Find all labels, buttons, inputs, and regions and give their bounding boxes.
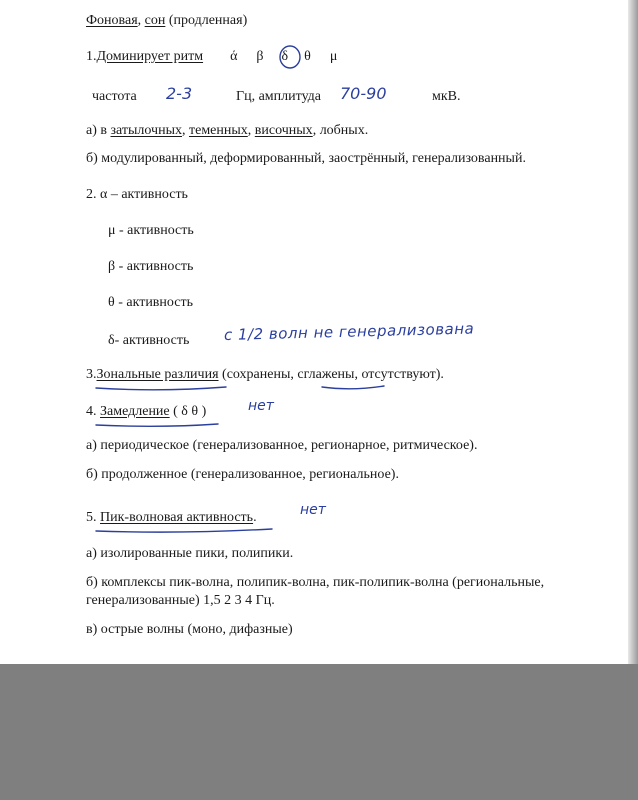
section-5-a: а) изолированные пики, полипики.: [86, 546, 294, 561]
slowing-underline-mark: [96, 424, 218, 426]
location-frontal: лобных.: [319, 123, 369, 138]
frequency-unit: Гц, амплитуда: [236, 89, 322, 104]
section-5-title: Пик-волновая активность: [100, 510, 254, 525]
section-2-mu: μ - активность: [108, 223, 194, 238]
section-2-delta: δ- активность: [108, 333, 190, 348]
section-4-heading: 4. Замедление ( δ θ ): [86, 404, 207, 419]
page-edge-shadow: [628, 0, 638, 664]
spike-wave-note: нет: [300, 502, 326, 518]
delta-handwritten-note: с 1/2 волн не генерализована: [223, 319, 475, 344]
section-4-a: а) периодическое (генерализованное, регионарное, ритмическое).: [86, 438, 478, 453]
amplitude-unit: мкВ.: [432, 89, 461, 104]
smoothed-underline-mark: [322, 386, 384, 389]
section-5-heading: 5. Пик-волновая активность.: [86, 510, 257, 525]
spike-underline-mark: [96, 529, 272, 532]
delta-circle-mark: [280, 46, 300, 68]
form-header: Фоновая, сон (продленная): [86, 13, 248, 28]
section-2-beta: β - активность: [108, 259, 194, 274]
section-4-b: б) продолженное (генерализованное, региональное).: [86, 467, 399, 482]
option-smoothed: сглажены: [297, 367, 355, 382]
section-2-alpha: 2. α – активность: [86, 187, 188, 202]
frequency-label: частота: [92, 89, 137, 104]
header-sleep: сон: [144, 13, 166, 28]
location-parietal: теменных: [188, 123, 248, 138]
rhythm-delta-circled: δ: [281, 49, 289, 64]
header-background: Фоновая: [86, 13, 138, 28]
section-3-heading: 3.Зональные различия (сохранены, сглажены, отсутствуют).: [86, 367, 444, 382]
location-occipital: затылочных: [110, 123, 182, 138]
location-temporal: височных: [254, 123, 313, 138]
rhythm-mu: μ: [329, 49, 338, 64]
section-2-theta: θ - активность: [108, 295, 193, 310]
section-5-c: в) острые волны (моно, дифазные): [86, 622, 293, 637]
section-5-b1: б) комплексы пик-волна, полипик-волна, пик-полипик-волна (региональные,: [86, 575, 545, 590]
rhythm-theta: θ: [304, 49, 311, 64]
rhythm-alpha: ά: [230, 49, 238, 64]
zonal-underline-mark: [96, 387, 226, 390]
section-4-title: Замедление: [100, 404, 170, 419]
section-1-b: б) модулированный, деформированный, заострённый, генерализованный.: [86, 151, 526, 166]
section-5-b2: генерализованные) 1,5 2 3 4 Гц.: [86, 593, 275, 608]
slowing-note: нет: [248, 398, 274, 414]
amplitude-value: 70-90: [340, 84, 387, 103]
section-1-title: Доминирует ритм: [96, 49, 204, 64]
section-1-heading: 1.Доминирует ритм ά β δ θ μ: [86, 49, 338, 64]
section-1-a: а) в затылочных, теменных, височных, лобных.: [86, 123, 369, 138]
section-3-title: Зональные различия: [96, 367, 219, 382]
rhythm-beta: β: [256, 49, 264, 64]
frequency-value: 2-3: [166, 84, 193, 103]
